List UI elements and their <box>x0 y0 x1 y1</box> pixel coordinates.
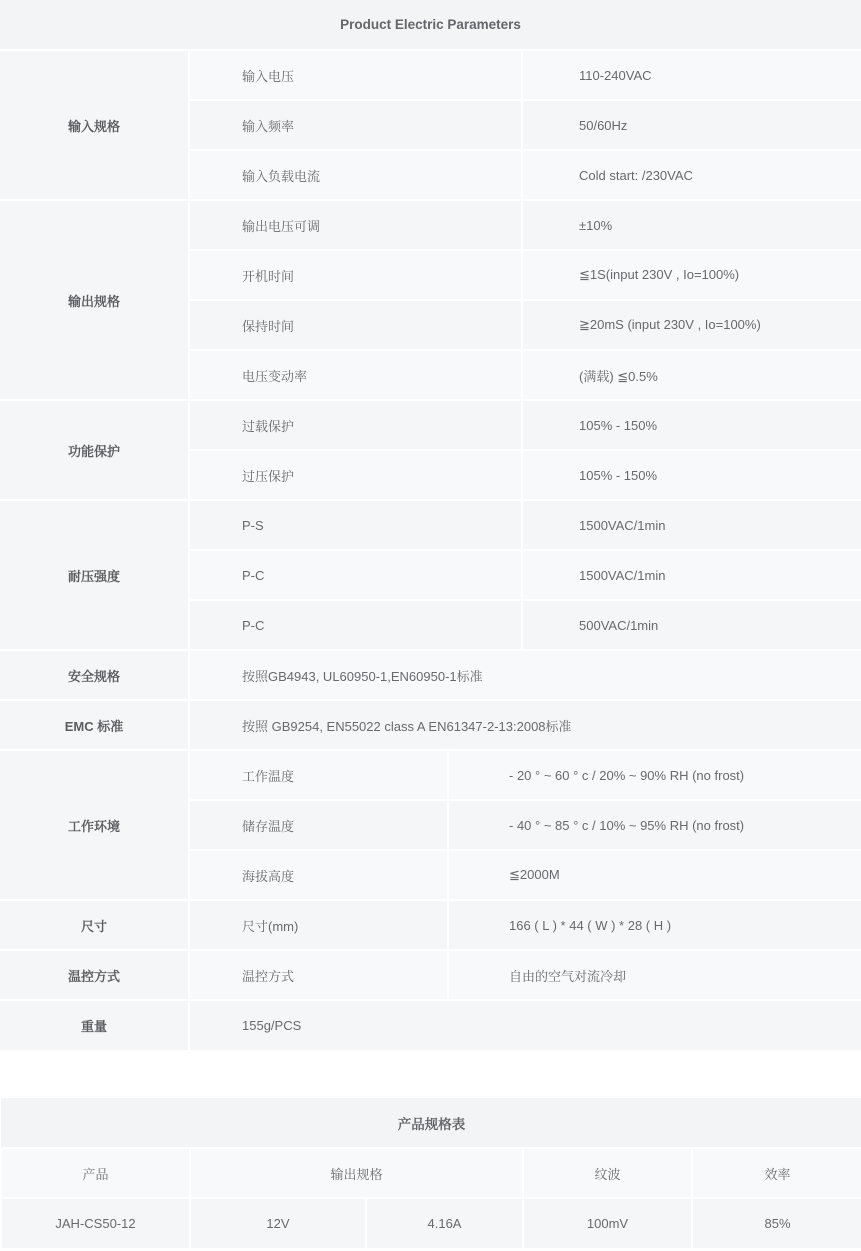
param-name: 输入电压 <box>189 50 522 100</box>
param-value: 1500VAC/1min <box>522 550 861 600</box>
param-name: 温控方式 <box>189 950 448 1000</box>
param-value: - 20 ° ~ 60 ° c / 20% ~ 90% RH (no frost) <box>448 750 861 800</box>
param-value: ≧20mS (input 230V , Io=100%) <box>522 300 861 350</box>
param-name: 开机时间 <box>189 250 522 300</box>
col-header-output-spec: 输出规格 <box>190 1148 523 1198</box>
group-label-protection: 功能保护 <box>0 400 189 500</box>
param-name: P-C <box>189 550 522 600</box>
group-label-input-spec: 输入规格 <box>0 50 189 200</box>
param-value: 105% - 150% <box>522 450 861 500</box>
param-value: 110-240VAC <box>522 50 861 100</box>
param-name: 输入频率 <box>189 100 522 150</box>
group-label-dimensions: 尺寸 <box>0 900 189 950</box>
group-label-safety-spec: 安全规格 <box>0 650 189 700</box>
cell-efficiency: 85% <box>692 1198 861 1248</box>
param-name: 储存温度 <box>189 800 448 850</box>
param-name: 海拔高度 <box>189 850 448 900</box>
param-value: ≦1S(input 230V , Io=100%) <box>522 250 861 300</box>
group-label-working-environment: 工作环境 <box>0 750 189 900</box>
cell-output-current: 4.16A <box>366 1198 523 1248</box>
param-name: 保持时间 <box>189 300 522 350</box>
param-name: 输入负载电流 <box>189 150 522 200</box>
group-label-weight: 重量 <box>0 1000 189 1050</box>
group-label-output-spec: 输出规格 <box>0 200 189 400</box>
param-value: - 40 ° ~ 85 ° c / 10% ~ 95% RH (no frost) <box>448 800 861 850</box>
param-name: P-C <box>189 600 522 650</box>
cell-ripple: 100mV <box>523 1198 692 1248</box>
param-value: 按照 GB9254, EN55022 class A EN61347-2-13:2008标准 <box>189 700 861 750</box>
param-value: (满载) ≦0.5% <box>522 350 861 400</box>
electric-parameters-title: Product Electric Parameters <box>0 0 861 50</box>
param-value: 按照GB4943, UL60950-1,EN60950-1标准 <box>189 650 861 700</box>
product-spec-table <box>0 1098 861 1248</box>
param-name: 工作温度 <box>189 750 448 800</box>
param-value: ≦2000M <box>448 850 861 900</box>
param-value: 500VAC/1min <box>522 600 861 650</box>
cell-output-voltage: 12V <box>190 1198 366 1248</box>
param-value: 自由的空气对流冷却 <box>448 950 861 1000</box>
cell-model: JAH-CS50-12 <box>1 1198 190 1248</box>
table-separator <box>0 1050 861 1098</box>
col-header-product: 产品 <box>1 1148 190 1198</box>
param-value: 166 ( L ) * 44 ( W ) * 28 ( H ) <box>448 900 861 950</box>
product-spec-title: 产品规格表 <box>1 1098 861 1148</box>
group-label-withstand-voltage: 耐压强度 <box>0 500 189 650</box>
param-value: 155g/PCS <box>189 1000 861 1050</box>
param-value: Cold start: /230VAC <box>522 150 861 200</box>
param-name: 过压保护 <box>189 450 522 500</box>
param-name: P-S <box>189 500 522 550</box>
col-header-efficiency: 效率 <box>692 1148 861 1198</box>
param-value: 1500VAC/1min <box>522 500 861 550</box>
param-name: 电压变动率 <box>189 350 522 400</box>
group-label-cooling: 温控方式 <box>0 950 189 1000</box>
param-value: 50/60Hz <box>522 100 861 150</box>
param-name: 输出电压可调 <box>189 200 522 250</box>
param-value: 105% - 150% <box>522 400 861 450</box>
param-name: 过载保护 <box>189 400 522 450</box>
param-value: ±10% <box>522 200 861 250</box>
group-label-emc-standard: EMC 标准 <box>0 700 189 750</box>
param-name: 尺寸(mm) <box>189 900 448 950</box>
col-header-ripple: 纹波 <box>523 1148 692 1198</box>
